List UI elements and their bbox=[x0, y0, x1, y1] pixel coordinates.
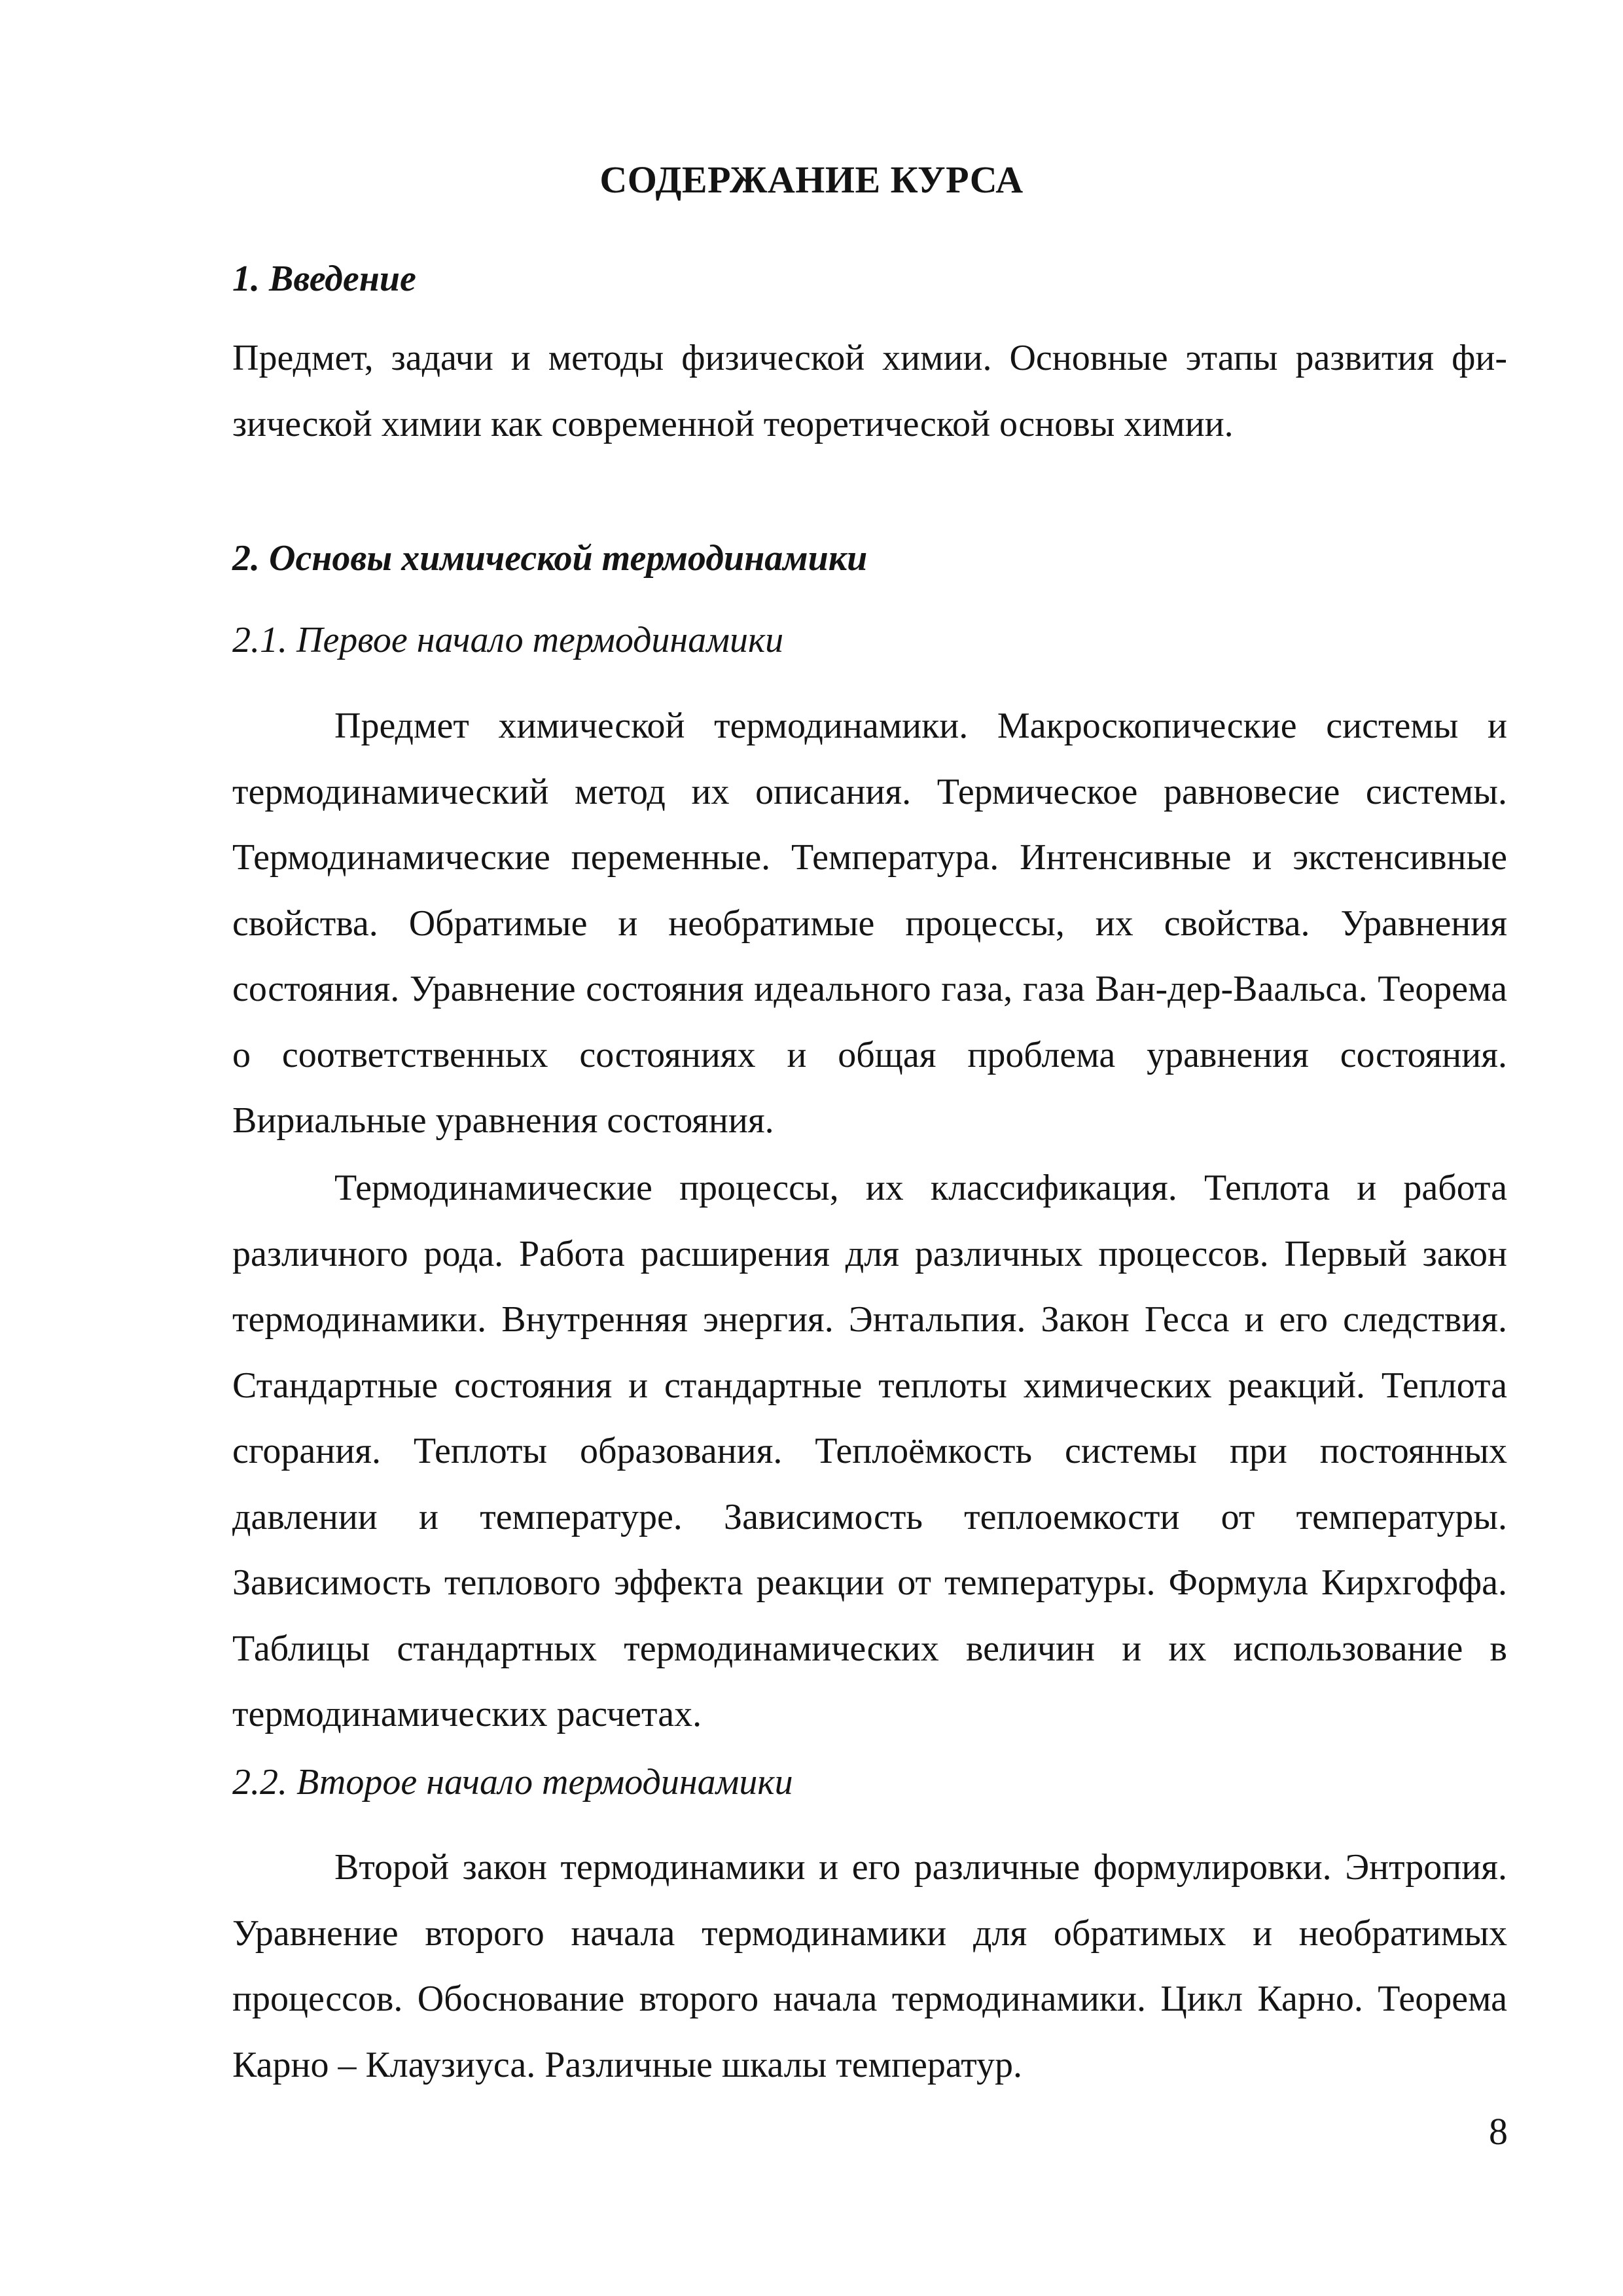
section-heading-introduction: 1. Введение bbox=[232, 259, 416, 299]
paragraph-first-law-2: Термодинамические процессы, их классификация. Теплота и работа различного рода. Работа расширения для различных процессов. Первый закон термодинамики. Внутренняя энергия. Энтальпия. Закон Гесса и его следствия. Стандартные состояния и стандартные теплоты химических реакций. Теплота сгорания. Теплоты образования. Теплоёмкость системы при постоянных давлении и температуре. Зависимость теплоемкости от температуры. Зависимость теплового эффекта реакции от температуры. Формула Кирхгоффа. Таблицы стандартных термодинамических величин и их использование в термодинамических расчетах. bbox=[232, 1168, 1507, 1734]
section-heading-thermodynamics: 2. Основы химической термодинамики bbox=[232, 538, 868, 579]
page-number: 8 bbox=[1489, 2110, 1508, 2153]
subsection-heading-second-law: 2.2. Второе начало термодинамики bbox=[232, 1762, 793, 1803]
page-title: СОДЕРЖАНИЕ КУРСА bbox=[599, 158, 1024, 201]
paragraph-first-law-1: Предмет химической термодинамики. Макроскопические системы и термодинамический метод их описания. Термическое равновесие системы. Термодинамические переменные. Температура. Интенсивные и экстенсивные свойства. Обратимые и необратимые процессы, их свойства. Уравнения состояния. Уравнение состояния идеального газа, газа Ван-дер-Ваальса. Теорема о соответственных состояниях и общая проблема уравнения состояния. Вириальные уравнения состояния. bbox=[232, 706, 1507, 1141]
subsection-heading-first-law: 2.1. Первое начало термодинамики bbox=[232, 620, 784, 660]
paragraph-introduction: Предмет, задачи и методы физической химии. Основные этапы развития физической химии как современной теоретической основы химии. bbox=[232, 338, 1507, 444]
paragraph-second-law: Второй закон термодинамики и его различные формулировки. Энтропия. Уравнение второго начала термодинамики для обратимых и необратимых процессов. Обоснование второго начала термодинамики. Цикл Карно. Теорема Карно – Клаузиуса. Различные шкалы температур. bbox=[232, 1847, 1507, 2085]
